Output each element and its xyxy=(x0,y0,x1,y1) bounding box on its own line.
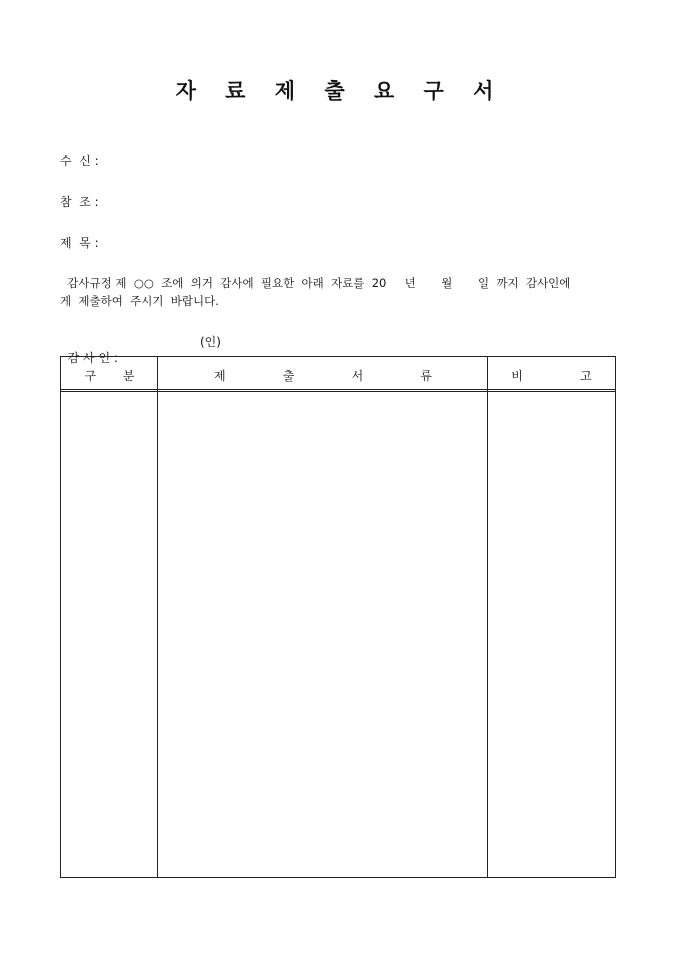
header-category: 구 분 xyxy=(84,369,135,383)
column-divider-1 xyxy=(157,357,158,877)
request-paragraph-line-2: 게 제출하여 주시기 바랍니다. xyxy=(60,294,219,308)
recipient-field: 수 신 : xyxy=(60,154,99,168)
header-documents: 제 출 서 류 xyxy=(213,369,433,383)
header-remarks: 비 고 xyxy=(511,369,592,383)
table-header-row xyxy=(61,357,615,392)
request-paragraph xyxy=(60,274,626,310)
auditor-label: 감 사 인 : xyxy=(67,351,118,365)
documents-table xyxy=(60,356,616,878)
column-divider-2 xyxy=(487,357,488,877)
reference-field: 참 조 : xyxy=(60,195,99,209)
document-title: 자 료 제 출 요 구 서 xyxy=(175,78,505,103)
request-paragraph-line-1: 감사규정 제 ○○ 조에 의거 감사에 필요한 아래 자료를 20 년 월 일 까지 감사인에 xyxy=(60,276,571,290)
subject-field: 제 목 : xyxy=(60,236,99,250)
seal-label: (인) xyxy=(200,335,221,349)
